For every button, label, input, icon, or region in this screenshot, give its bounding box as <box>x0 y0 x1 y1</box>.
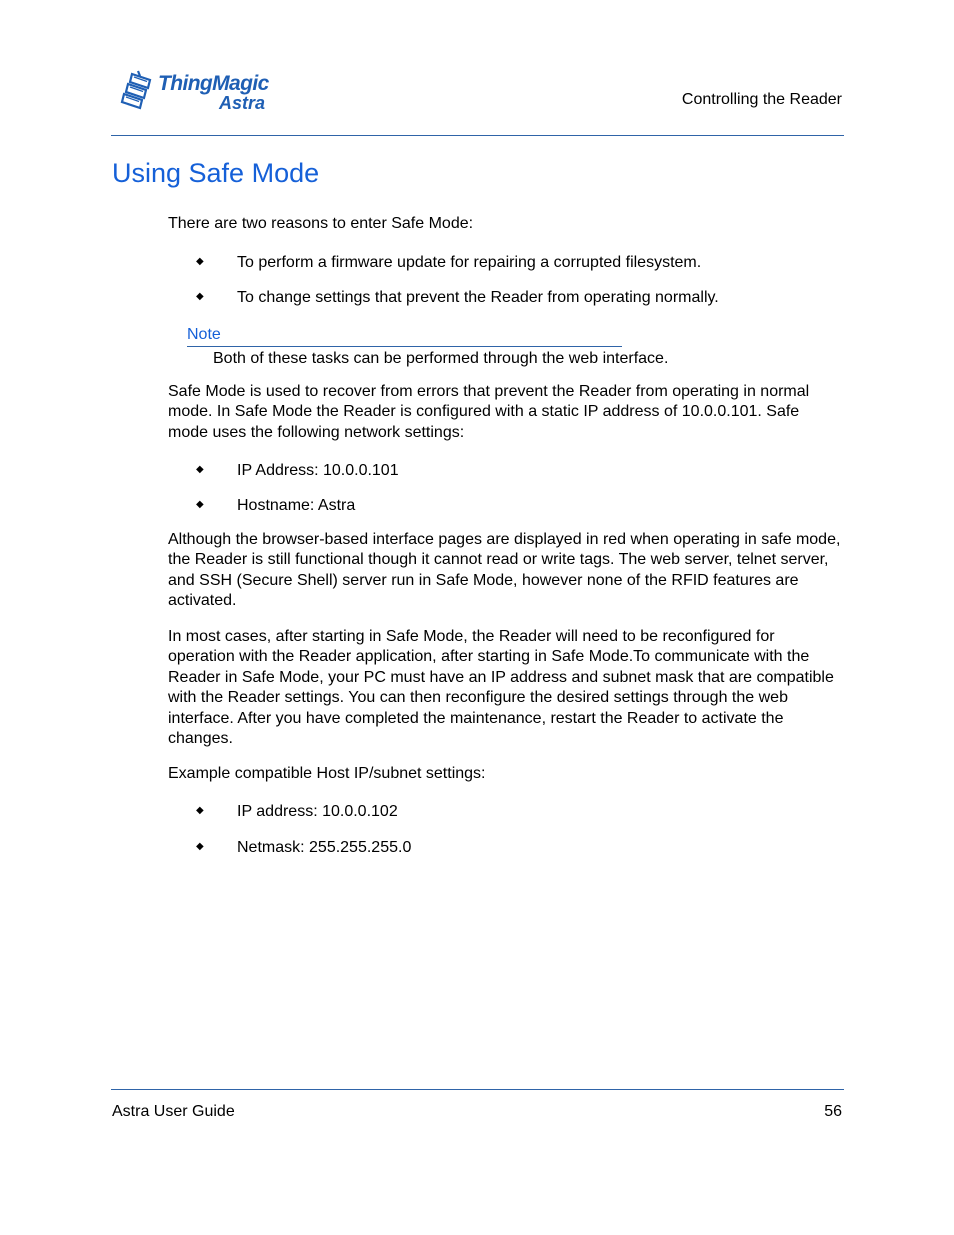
intro-paragraph: There are two reasons to enter Safe Mode: <box>168 215 474 232</box>
note-divider <box>187 346 622 347</box>
diamond-bullet-icon: ◆ <box>196 805 204 816</box>
reader-coil-icon <box>118 68 158 114</box>
list-item-text: Hostname: Astra <box>237 497 356 514</box>
logo-wordmark: ThingMagic <box>158 72 269 95</box>
safe-mode-paragraph: Safe Mode is used to recover from errors that prevent the Reader from operating in normal mode. In Safe Mode the Reader is configured with a static IP address of 10.0.0.101. Safe mode uses the following network settings: <box>168 383 810 441</box>
page-number: 56 <box>824 1103 842 1120</box>
running-header-title: Controlling the Reader <box>681 91 842 108</box>
footer-doc-title: Astra User Guide <box>112 1103 235 1120</box>
reconfigure-paragraph: In most cases, after starting in Safe Mode, the Reader will need to be reconfigured for operation with the Reader application, after starting in Safe Mode.To communicate with the Reader in Safe Mode, your PC must have an IP address and subnet mask that are compatible with the Reader settings. You can then reconfigure the desired settings through the web interface. After you have completed the maintenance, restart the Reader to activate the changes. <box>168 628 834 748</box>
note-label: Note <box>187 326 221 343</box>
footer-divider <box>111 1089 844 1090</box>
header-divider <box>111 135 844 136</box>
thingmagic-logo <box>118 68 278 116</box>
list-item-text: IP Address: 10.0.0.101 <box>237 462 399 479</box>
list-item-text: Netmask: 255.255.255.0 <box>237 839 412 856</box>
diamond-bullet-icon: ◆ <box>196 256 204 267</box>
browser-interface-paragraph: Although the browser-based interface pages are displayed in red when operating in safe mode, the Reader is still functional though it cannot read or write tags. The web server, telnet server, and SSH (Secure Shell) server run in Safe Mode, however none of the RFID features are activated. <box>168 531 841 610</box>
diamond-bullet-icon: ◆ <box>196 841 204 852</box>
note-text: Both of these tasks can be performed through the web interface. <box>213 350 669 367</box>
section-title: Using Safe Mode <box>112 158 320 188</box>
list-item-text: To perform a firmware update for repairing a corrupted filesystem. <box>237 254 702 271</box>
diamond-bullet-icon: ◆ <box>196 291 204 302</box>
logo-product-name: Astra <box>219 93 266 113</box>
list-item-text: To change settings that prevent the Reader from operating normally. <box>237 289 719 306</box>
list-item-text: IP address: 10.0.0.102 <box>237 803 398 820</box>
example-intro-paragraph: Example compatible Host IP/subnet settings: <box>168 765 486 782</box>
diamond-bullet-icon: ◆ <box>196 464 204 475</box>
diamond-bullet-icon: ◆ <box>196 499 204 510</box>
